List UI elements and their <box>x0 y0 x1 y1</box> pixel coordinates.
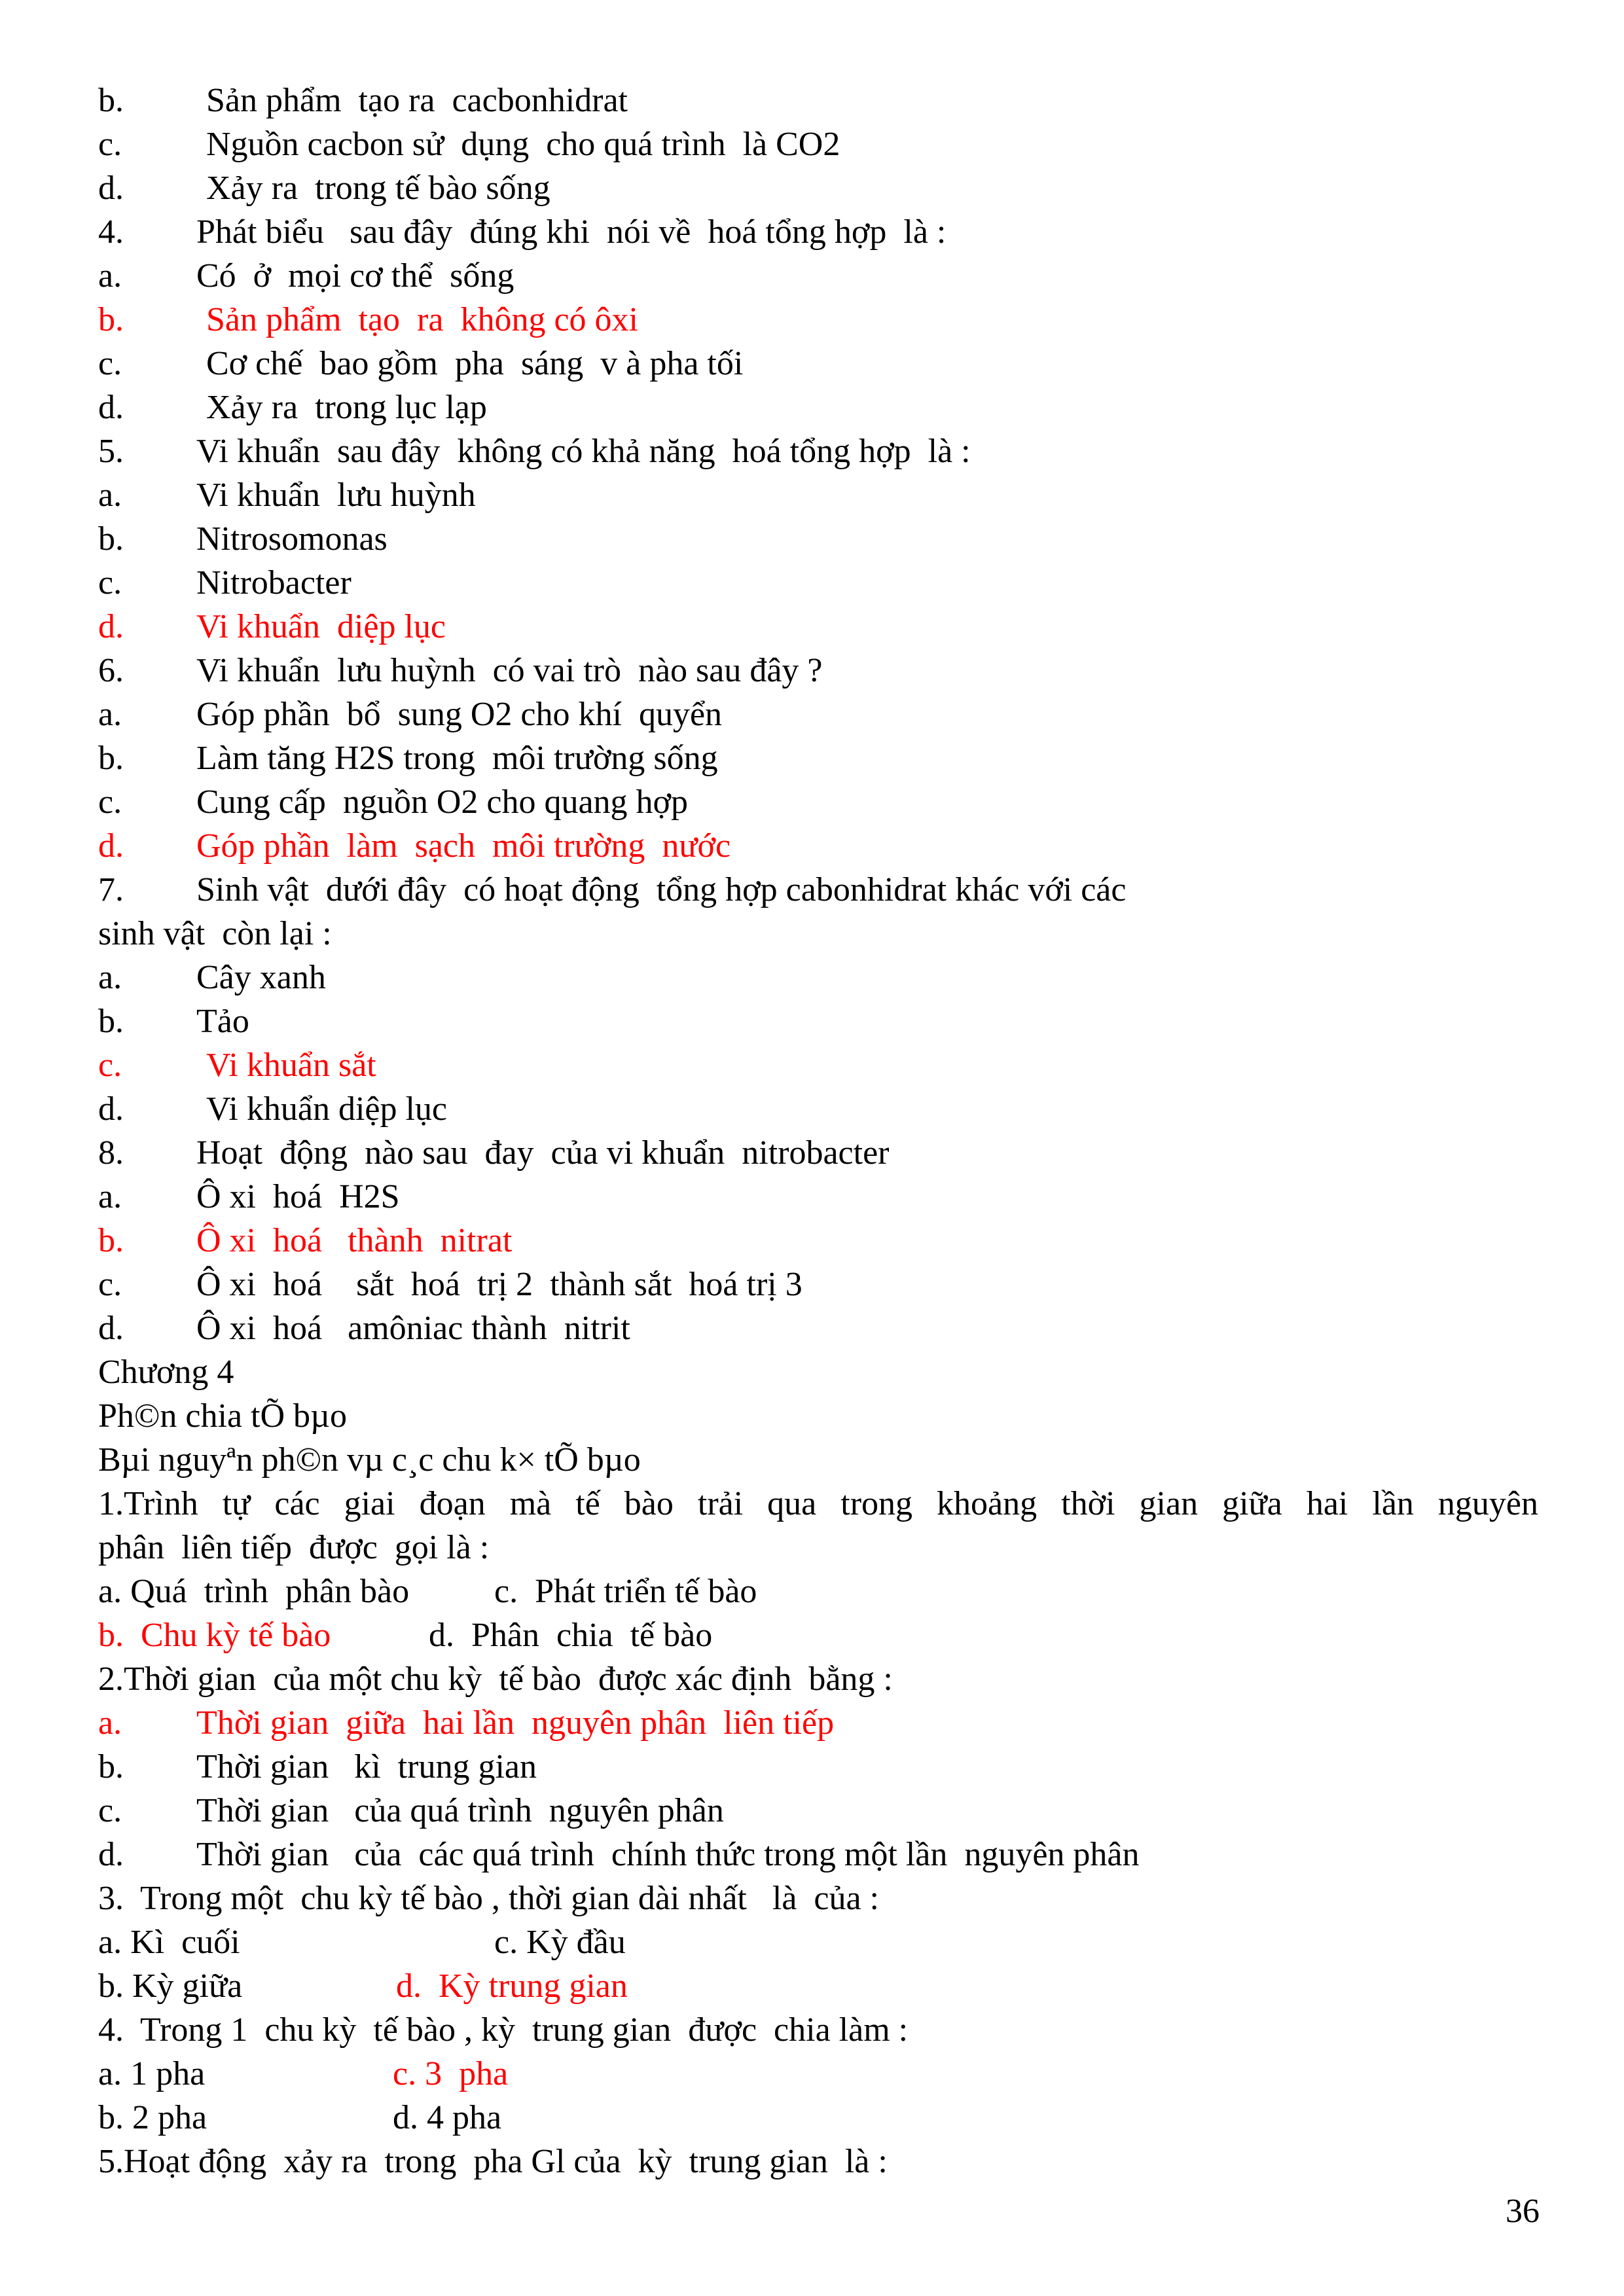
answer-line <box>98 780 1538 824</box>
answer-line <box>98 79 1538 122</box>
option-text: Nguồn cacbon sử dụng cho quá trình là CO2 <box>206 126 840 163</box>
option-text: Góp phần bổ sung O2 cho khí quyển <box>196 696 723 733</box>
line-text: Chương 4 <box>98 1354 234 1391</box>
line-text: phân liên tiếp được gọi là : <box>98 1529 490 1566</box>
answer-line <box>98 1833 1538 1876</box>
option-key: d. <box>98 827 124 865</box>
text-line <box>98 1657 1538 1701</box>
option-key: a. <box>98 1178 122 1215</box>
answer-line <box>98 517 1538 561</box>
option-key: a. <box>98 476 122 514</box>
line-text: 4. Trong 1 chu kỳ tế bào , kỳ trung gian được chia làm : <box>98 2011 909 2049</box>
line-text: Ph©n chia tÕ bµo <box>98 1397 347 1435</box>
option-key: d. <box>98 1310 124 1347</box>
option-key: c. <box>98 126 122 163</box>
answer-line <box>98 956 1538 999</box>
option-text: Xảy ra trong lục lạp <box>206 389 487 426</box>
correct-answer-line <box>98 605 1538 649</box>
question-line <box>98 429 1538 473</box>
option-text: Thời gian của quá trình nguyên phân <box>196 1792 724 1829</box>
answer-row-two-column <box>98 1964 1538 2008</box>
answer-line <box>98 1306 1538 1350</box>
answer-line <box>98 1087 1538 1131</box>
line-text: 2.Thời gian của một chu kỳ tế bào được xác định bằng : <box>98 1660 893 1698</box>
answer-line <box>98 254 1538 298</box>
option-text: Vi khuẩn lưu huỳnh có vai trò nào sau đây ? <box>196 652 823 689</box>
option-text: Vi khuẩn lưu huỳnh <box>196 476 476 514</box>
answer-line <box>98 561 1538 605</box>
question-line <box>98 1131 1538 1175</box>
answer-option: d. Phân chia tế bào <box>429 1617 713 1654</box>
answer-line <box>98 473 1538 517</box>
correct-answer-option: c. 3 pha <box>393 2055 509 2092</box>
option-key: c. <box>98 564 122 601</box>
text-line <box>98 2008 1538 2052</box>
line-text: Bµi nguyªn ph©n vµ c¸c chu k× tÕ bµo <box>98 1441 641 1479</box>
option-key: 7. <box>98 871 124 908</box>
correct-answer-line <box>98 1043 1538 1087</box>
option-key: d. <box>98 1836 124 1873</box>
option-text: Ô xi hoá sắt hoá trị 2 thành sắt hoá trị 3 <box>196 1266 803 1303</box>
option-text: Ô xi hoá H2S <box>196 1178 400 1215</box>
answer-option: d. 4 pha <box>393 2099 502 2136</box>
option-text: Có ở mọi cơ thể sống <box>196 257 514 295</box>
answer-row-two-column <box>98 1613 1538 1657</box>
option-key: b. <box>98 1748 124 1785</box>
option-key: a. <box>98 1704 122 1742</box>
answer-option: b. 2 pha <box>98 2099 208 2136</box>
option-text: Hoạt động nào sau đay của vi khuẩn nitrobacter <box>196 1134 890 1172</box>
answer-line <box>98 1175 1538 1219</box>
option-key: b. <box>98 1003 124 1040</box>
text-line <box>98 1526 1538 1570</box>
text-line <box>98 1482 1538 1526</box>
option-key: b. <box>98 301 124 338</box>
option-key: d. <box>98 608 124 645</box>
option-key: c. <box>98 783 122 821</box>
question-line <box>98 868 1538 912</box>
answer-row-two-column <box>98 2052 1538 2096</box>
answer-option: a. Kì cuối <box>98 1924 240 1961</box>
answer-line <box>98 1745 1538 1789</box>
option-text: Vi khuẩn diệp lục <box>206 1090 448 1128</box>
answer-line <box>98 736 1538 780</box>
option-key: b. <box>98 1222 124 1259</box>
option-text: Làm tăng H2S trong môi trường sống <box>196 740 718 777</box>
text-line <box>98 1876 1538 1920</box>
option-key: d. <box>98 1090 124 1128</box>
option-key: c. <box>98 1047 122 1084</box>
answer-line <box>98 342 1538 386</box>
option-text: Cung cấp nguồn O2 cho quang hợp <box>196 783 689 821</box>
answer-line <box>98 692 1538 736</box>
option-key: a. <box>98 696 122 733</box>
line-text: sinh vật còn lại : <box>98 915 332 952</box>
line-text: 1.Trình tự các giai đoạn mà tế bào trải qua trong khoảng thời gian giữa hai lần nguyên <box>98 1485 1538 1522</box>
option-text: Thời gian của các quá trình chính thức trong một lần nguyên phân <box>196 1836 1140 1873</box>
answer-row-two-column <box>98 1920 1538 1964</box>
answer-row-two-column <box>98 1570 1538 1613</box>
option-text: Thời gian kì trung gian <box>196 1748 537 1785</box>
answer-line <box>98 1263 1538 1306</box>
answer-option: c. Kỳ đầu <box>494 1924 626 1961</box>
line-text: 5.Hoạt động xảy ra trong pha Gl của kỳ trung gian là : <box>98 2143 888 2180</box>
option-key: b. <box>98 520 124 558</box>
option-text: Ô xi hoá amôniac thành nitrit <box>196 1310 630 1347</box>
correct-answer-line <box>98 824 1538 868</box>
answer-line <box>98 999 1538 1043</box>
option-key: 6. <box>98 652 124 689</box>
option-text: Vi khuẩn diệp lục <box>196 608 446 645</box>
option-key: c. <box>98 345 122 382</box>
option-text: Tảo <box>196 1003 249 1040</box>
option-key: a. <box>98 959 122 996</box>
correct-answer-option: d. Kỳ trung gian <box>396 1967 628 2005</box>
answer-line <box>98 386 1538 429</box>
text-line <box>98 1394 1538 1438</box>
question-line <box>98 210 1538 254</box>
text-line <box>98 912 1538 956</box>
option-text: Sinh vật dưới đây có hoạt động tổng hợp cabonhidrat khác với các <box>196 871 1127 908</box>
option-key: d. <box>98 389 124 426</box>
option-text: Cơ chế bao gồm pha sáng v à pha tối <box>206 345 744 382</box>
text-line <box>98 1438 1538 1482</box>
answer-line <box>98 1789 1538 1833</box>
correct-answer-line <box>98 1701 1538 1745</box>
correct-answer-option: b. Chu kỳ tế bào <box>98 1617 331 1654</box>
correct-answer-line <box>98 298 1538 342</box>
text-line <box>98 2140 1538 2183</box>
text-line <box>98 1350 1538 1394</box>
option-text: Phát biểu sau đây đúng khi nói về hoá tổng hợp là : <box>196 213 947 251</box>
option-text: Vi khuẩn sau đây không có khả năng hoá tổng hợp là : <box>196 433 971 470</box>
option-text: Nitrosomonas <box>196 520 388 558</box>
answer-line <box>98 122 1538 166</box>
answer-option: b. Kỳ giữa <box>98 1967 243 2005</box>
option-text: Cây xanh <box>196 959 326 996</box>
option-text: Thời gian giữa hai lần nguyên phân liên tiếp <box>196 1704 835 1742</box>
answer-option: a. 1 pha <box>98 2055 206 2092</box>
answer-row-two-column <box>98 2096 1538 2140</box>
option-key: b. <box>98 82 124 119</box>
answer-option: a. Quá trình phân bào <box>98 1573 410 1610</box>
option-key: 5. <box>98 433 124 470</box>
option-text: Sản phẩm tạo ra không có ôxi <box>206 301 638 338</box>
correct-answer-line <box>98 1219 1538 1263</box>
option-key: b. <box>98 740 124 777</box>
question-line <box>98 649 1538 692</box>
option-text: Nitrobacter <box>196 564 352 601</box>
option-key: a. <box>98 257 122 295</box>
answer-line <box>98 166 1538 210</box>
option-key: c. <box>98 1792 122 1829</box>
option-key: 8. <box>98 1134 124 1172</box>
option-text: Ô xi hoá thành nitrat <box>196 1222 513 1259</box>
answer-option: c. Phát triển tế bào <box>494 1573 757 1610</box>
option-text: Góp phần làm sạch môi trường nước <box>196 827 731 865</box>
page-number: 36 <box>1506 2193 1540 2230</box>
option-text: Vi khuẩn sắt <box>206 1047 376 1084</box>
option-key: c. <box>98 1266 122 1303</box>
option-key: 4. <box>98 213 124 251</box>
line-text: 3. Trong một chu kỳ tế bào , thời gian dài nhất là của : <box>98 1880 880 1917</box>
option-key: d. <box>98 170 124 207</box>
option-text: Sản phẩm tạo ra cacbonhidrat <box>206 82 628 119</box>
option-text: Xảy ra trong tế bào sống <box>206 170 550 207</box>
